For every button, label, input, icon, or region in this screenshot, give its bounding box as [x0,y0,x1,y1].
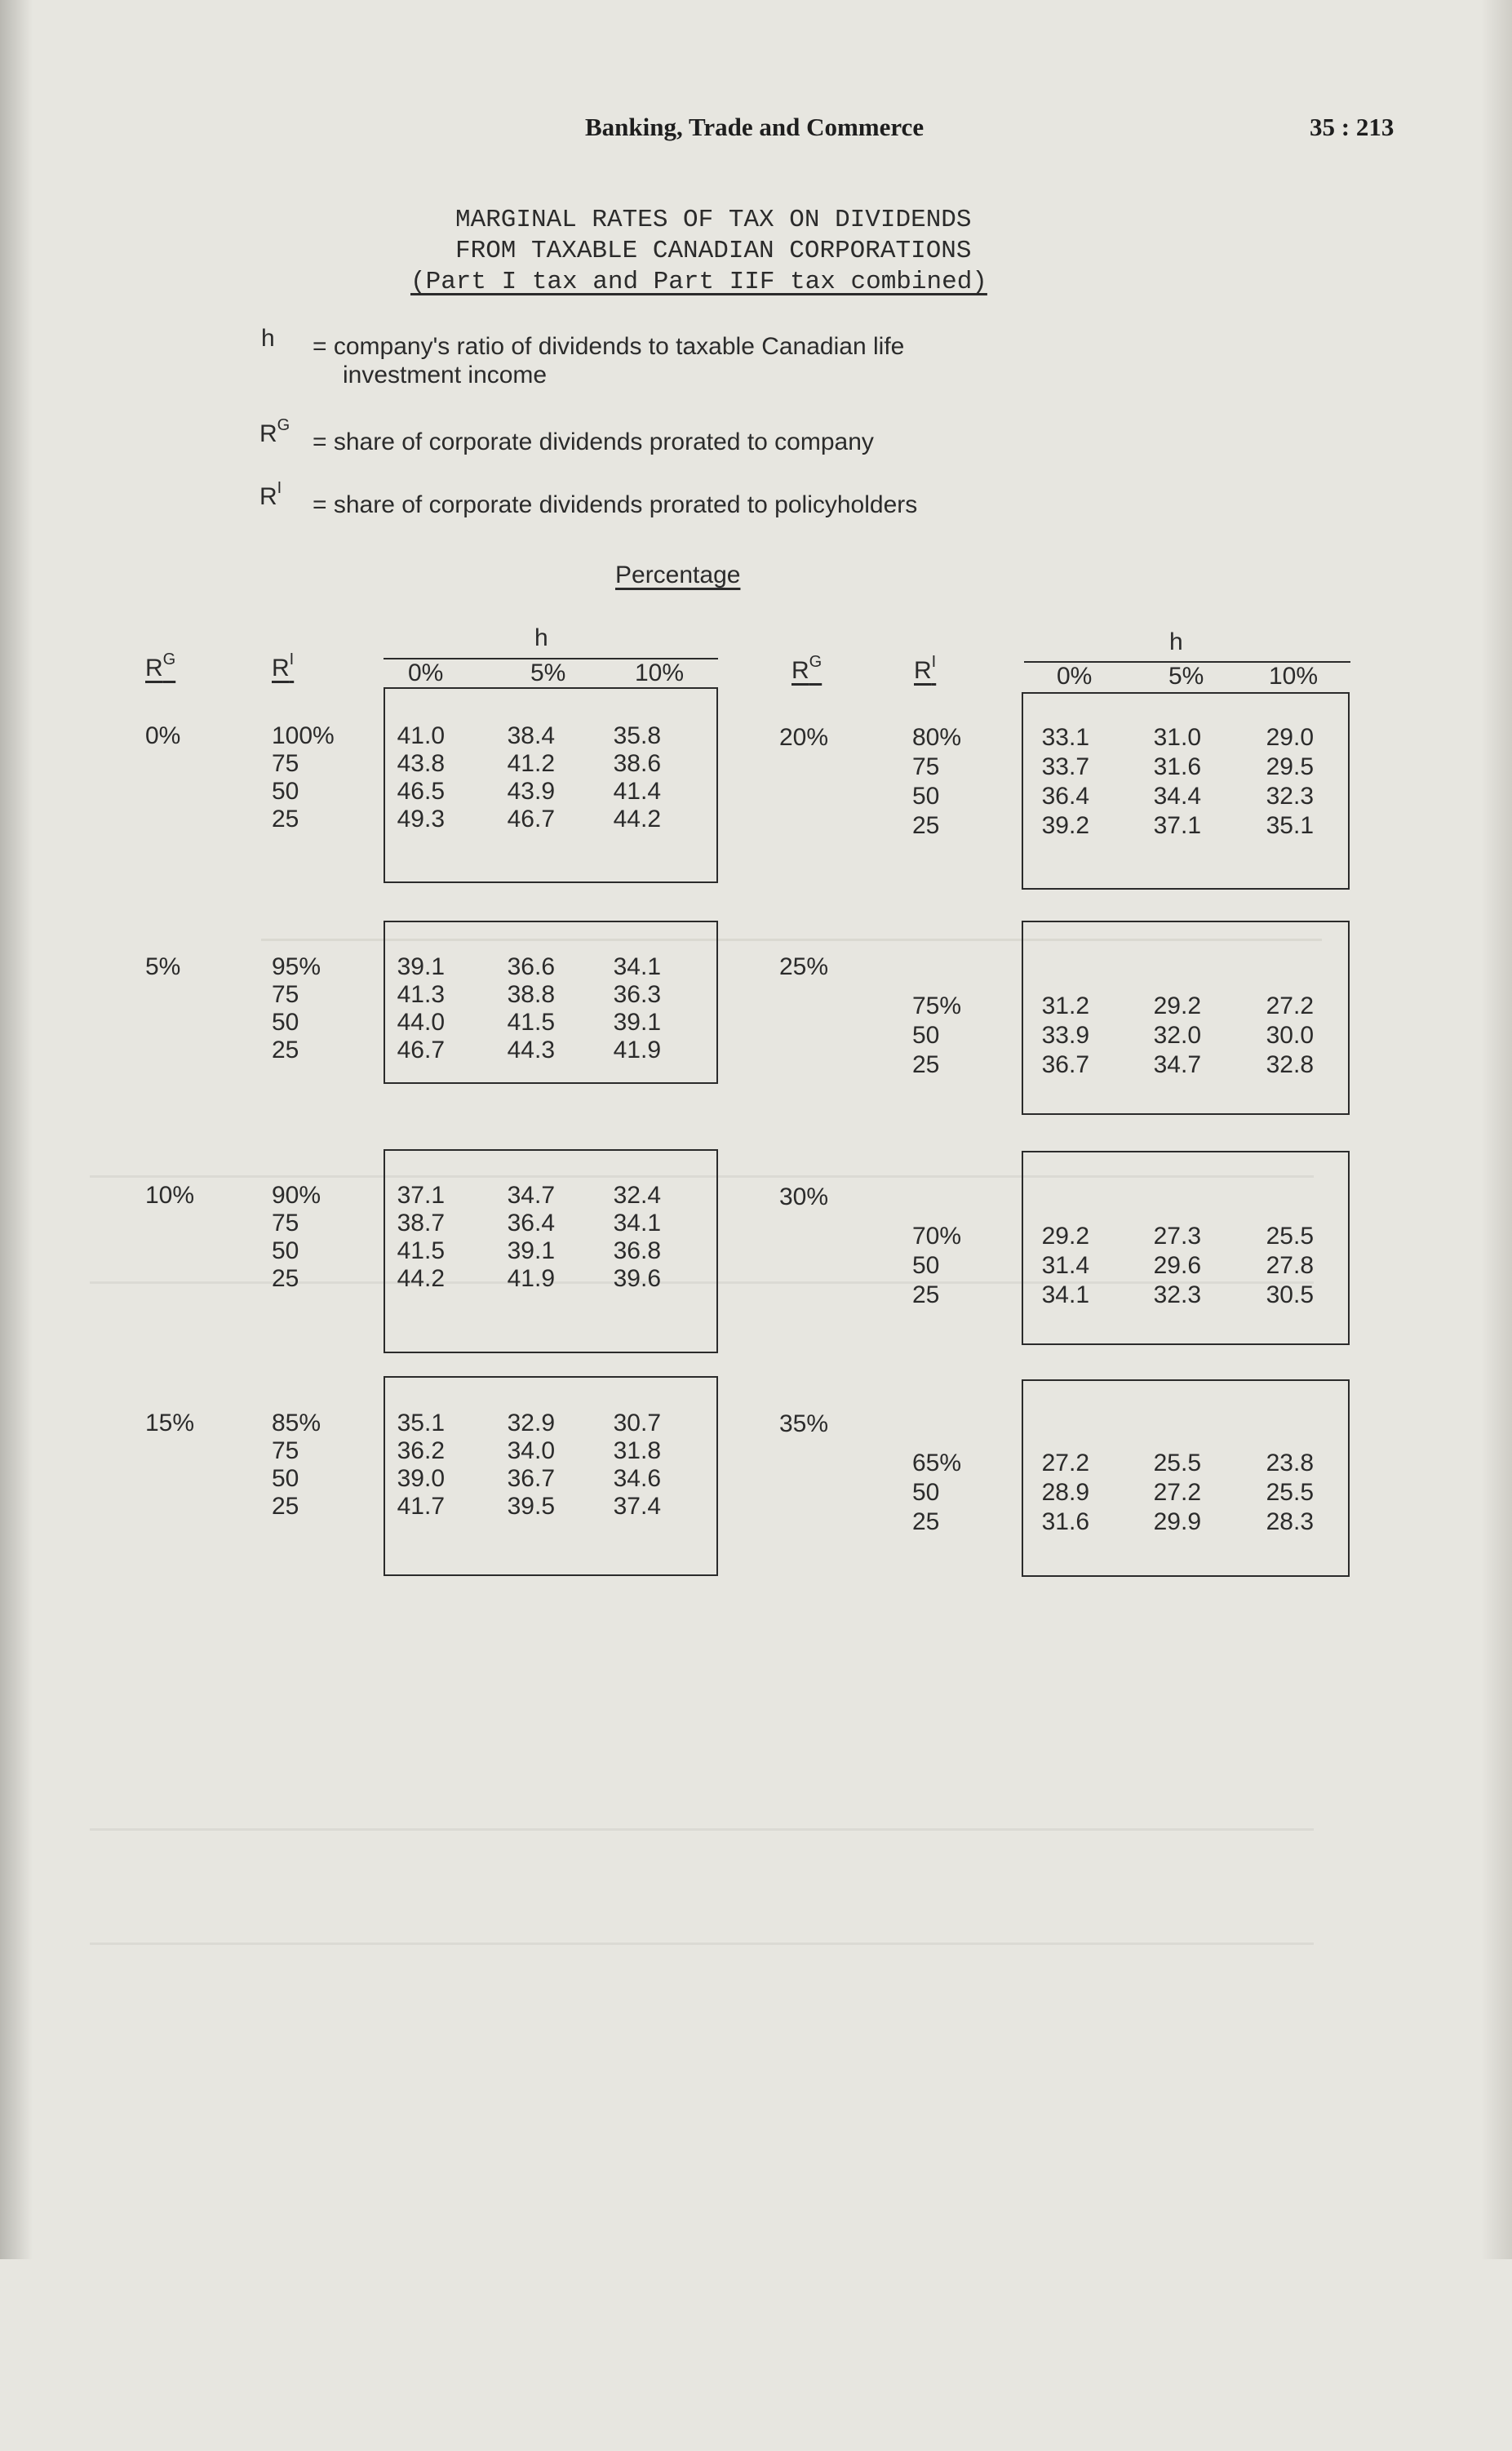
table-cell: 25.5 [1266,1479,1314,1506]
left-ri-value: 75 [272,981,299,1008]
table-cell: 41.2 [507,750,555,777]
left-rg-label: 15% [145,1410,195,1436]
table-cell: 36.7 [507,1465,555,1492]
table-cell: 37.4 [613,1493,661,1520]
page-right-edge [1481,0,1512,2259]
table-cell: 32.4 [613,1182,661,1209]
table-cell: 31.0 [1153,724,1201,751]
table-cell: 46.5 [397,778,445,805]
table-cell: 36.4 [1041,783,1089,810]
percentage-heading: Percentage [615,562,741,588]
table-cell: 32.3 [1153,1281,1201,1308]
table-cell: 34.4 [1153,783,1201,810]
right-ri-value: 50 [912,1022,940,1049]
table-cell: 28.3 [1266,1508,1314,1535]
table-cell: 31.4 [1041,1252,1089,1279]
left-col-5pct: 5% [530,659,566,686]
left-ri-value: 90% [272,1182,321,1209]
table-cell: 34.1 [1041,1281,1089,1308]
table-cell: 41.9 [613,1037,661,1063]
def-ri-symbol: $R^I$ [259,479,282,510]
table-cell: 39.0 [397,1465,445,1492]
def-h-symbol: h [261,325,275,352]
table-cell: 34.7 [1153,1051,1201,1078]
table-cell: 39.6 [613,1265,661,1292]
def-h-text2: investment income [343,362,548,389]
table-cell: 41.0 [397,722,445,749]
table-cell: 34.0 [507,1437,555,1464]
table-cell: 29.0 [1266,724,1314,751]
table-cell: 33.7 [1041,753,1089,780]
table-cell: 36.8 [613,1237,661,1264]
running-header-title: Banking, Trade and Commerce [585,113,924,141]
right-col-5pct: 5% [1168,663,1204,690]
right-ri-value: 75% [912,992,962,1019]
right-rg-label: 25% [779,953,829,980]
table-cell: 33.1 [1041,724,1089,751]
table-cell: 36.4 [507,1210,555,1237]
right-rg-label: 35% [779,1410,829,1437]
table-cell: 34.1 [613,1210,661,1237]
table-cell: 32.0 [1153,1022,1201,1049]
left-ri-value: 25 [272,1493,299,1520]
left-ri-value: 50 [272,1465,299,1492]
table-cell: 41.4 [613,778,661,805]
table-cell: 43.9 [507,778,555,805]
table-cell: 29.9 [1153,1508,1201,1535]
table-cell: 38.8 [507,981,555,1008]
left-ri-value: 75 [272,750,299,777]
table-title-line2: FROM TAXABLE CANADIAN CORPORATIONS [455,237,972,265]
table-cell: 32.3 [1266,783,1314,810]
table-cell: 29.5 [1266,753,1314,780]
left-rg-label: 0% [145,722,181,749]
table-cell: 27.2 [1266,992,1314,1019]
table-cell: 36.6 [507,953,555,980]
left-ri-value: 25 [272,1037,299,1063]
table-title-line1: MARGINAL RATES OF TAX ON DIVIDENDS [455,206,972,234]
left-ri-value: 50 [272,1237,299,1264]
table-cell: 25.5 [1266,1223,1314,1250]
table-cell: 32.9 [507,1410,555,1436]
table-cell: 41.5 [507,1009,555,1036]
table-cell: 35.1 [1266,812,1314,839]
def-rg-text: = share of corporate dividends prorated to company [313,428,874,455]
right-col-0pct: 0% [1057,663,1093,690]
left-ri-value: 75 [272,1437,299,1464]
left-ri-header: $R^I$ [272,650,295,682]
table-cell: 44.3 [507,1037,555,1063]
table-cell: 39.5 [507,1493,555,1520]
right-ri-value: 65% [912,1450,962,1476]
left-rg-label: 5% [145,953,181,980]
table-cell: 44.2 [613,806,661,833]
table-cell: 29.2 [1041,1223,1089,1250]
right-h-label: h [1169,628,1183,655]
table-cell: 36.3 [613,981,661,1008]
right-ri-value: 25 [912,1508,940,1535]
def-rg-symbol: $R^G$ [259,416,290,447]
left-col-10pct: 10% [635,659,685,686]
left-rg-label: 10% [145,1182,195,1209]
table-cell: 23.8 [1266,1450,1314,1476]
right-rg-header: $R^G$ [791,653,823,684]
table-cell: 31.8 [613,1437,661,1464]
table-cell: 31.2 [1041,992,1089,1019]
left-rg-header: $R^G$ [145,650,176,682]
right-ri-value: 25 [912,1051,940,1078]
table-cell: 44.2 [397,1265,445,1292]
table-cell: 41.7 [397,1493,445,1520]
table-cell: 41.3 [397,981,445,1008]
table-cell: 46.7 [397,1037,445,1063]
table-cell: 32.8 [1266,1051,1314,1078]
table-cell: 27.2 [1153,1479,1201,1506]
table-cell: 27.8 [1266,1252,1314,1279]
right-ri-header: $R^I$ [914,653,937,684]
table-cell: 34.7 [507,1182,555,1209]
left-col-0pct: 0% [408,659,444,686]
table-cell: 28.9 [1041,1479,1089,1506]
right-ri-value: 70% [912,1223,962,1250]
left-ri-value: 100% [272,722,335,749]
table-cell: 29.6 [1153,1252,1201,1279]
table-cell: 38.6 [613,750,661,777]
table-cell: 37.1 [1153,812,1201,839]
table-cell: 33.9 [1041,1022,1089,1049]
def-ri-text: = share of corporate dividends prorated to policyholders [313,491,918,518]
left-ri-value: 25 [272,806,299,833]
right-ri-value: 75 [912,753,940,780]
left-ri-value: 25 [272,1265,299,1292]
table-title-line3: (Part I tax and Part IIF tax combined) [410,268,987,296]
right-group-box-4 [1022,1379,1350,1577]
table-cell: 35.8 [613,722,661,749]
table-cell: 44.0 [397,1009,445,1036]
table-cell: 31.6 [1041,1508,1089,1535]
table-cell: 39.1 [507,1237,555,1264]
table-cell: 34.1 [613,953,661,980]
left-ri-value: 95% [272,953,321,980]
table-cell: 36.7 [1041,1051,1089,1078]
page-number: 35 : 213 [1310,113,1394,141]
right-ri-value: 25 [912,1281,940,1308]
table-cell: 31.6 [1153,753,1201,780]
right-rg-label: 20% [779,724,829,751]
table-cell: 35.1 [397,1410,445,1436]
table-cell: 38.7 [397,1210,445,1237]
left-ri-value: 85% [272,1410,321,1436]
table-cell: 38.4 [507,722,555,749]
right-ri-value: 50 [912,1479,940,1506]
right-ri-value: 80% [912,724,962,751]
table-cell: 39.2 [1041,812,1089,839]
table-cell: 27.3 [1153,1223,1201,1250]
table-cell: 30.5 [1266,1281,1314,1308]
table-cell: 30.0 [1266,1022,1314,1049]
table-cell: 41.5 [397,1237,445,1264]
table-cell: 34.6 [613,1465,661,1492]
table-cell: 43.8 [397,750,445,777]
page-binding-shadow [0,0,33,2259]
table-cell: 49.3 [397,806,445,833]
table-cell: 29.2 [1153,992,1201,1019]
def-h-text1: = company's ratio of dividends to taxable Canadian life [313,333,905,360]
right-col-10pct: 10% [1269,663,1319,690]
table-cell: 27.2 [1041,1450,1089,1476]
left-ri-value: 75 [272,1210,299,1237]
right-ri-value: 25 [912,812,940,839]
table-cell: 30.7 [613,1410,661,1436]
left-ri-value: 50 [272,1009,299,1036]
right-ri-value: 50 [912,783,940,810]
table-cell: 36.2 [397,1437,445,1464]
table-cell: 25.5 [1153,1450,1201,1476]
left-ri-value: 50 [272,778,299,805]
right-ri-value: 50 [912,1252,940,1279]
table-cell: 41.9 [507,1265,555,1292]
left-h-label: h [534,624,548,651]
table-cell: 39.1 [397,953,445,980]
table-cell: 37.1 [397,1182,445,1209]
table-cell: 39.1 [613,1009,661,1036]
right-rg-label: 30% [779,1183,829,1210]
table-cell: 46.7 [507,806,555,833]
